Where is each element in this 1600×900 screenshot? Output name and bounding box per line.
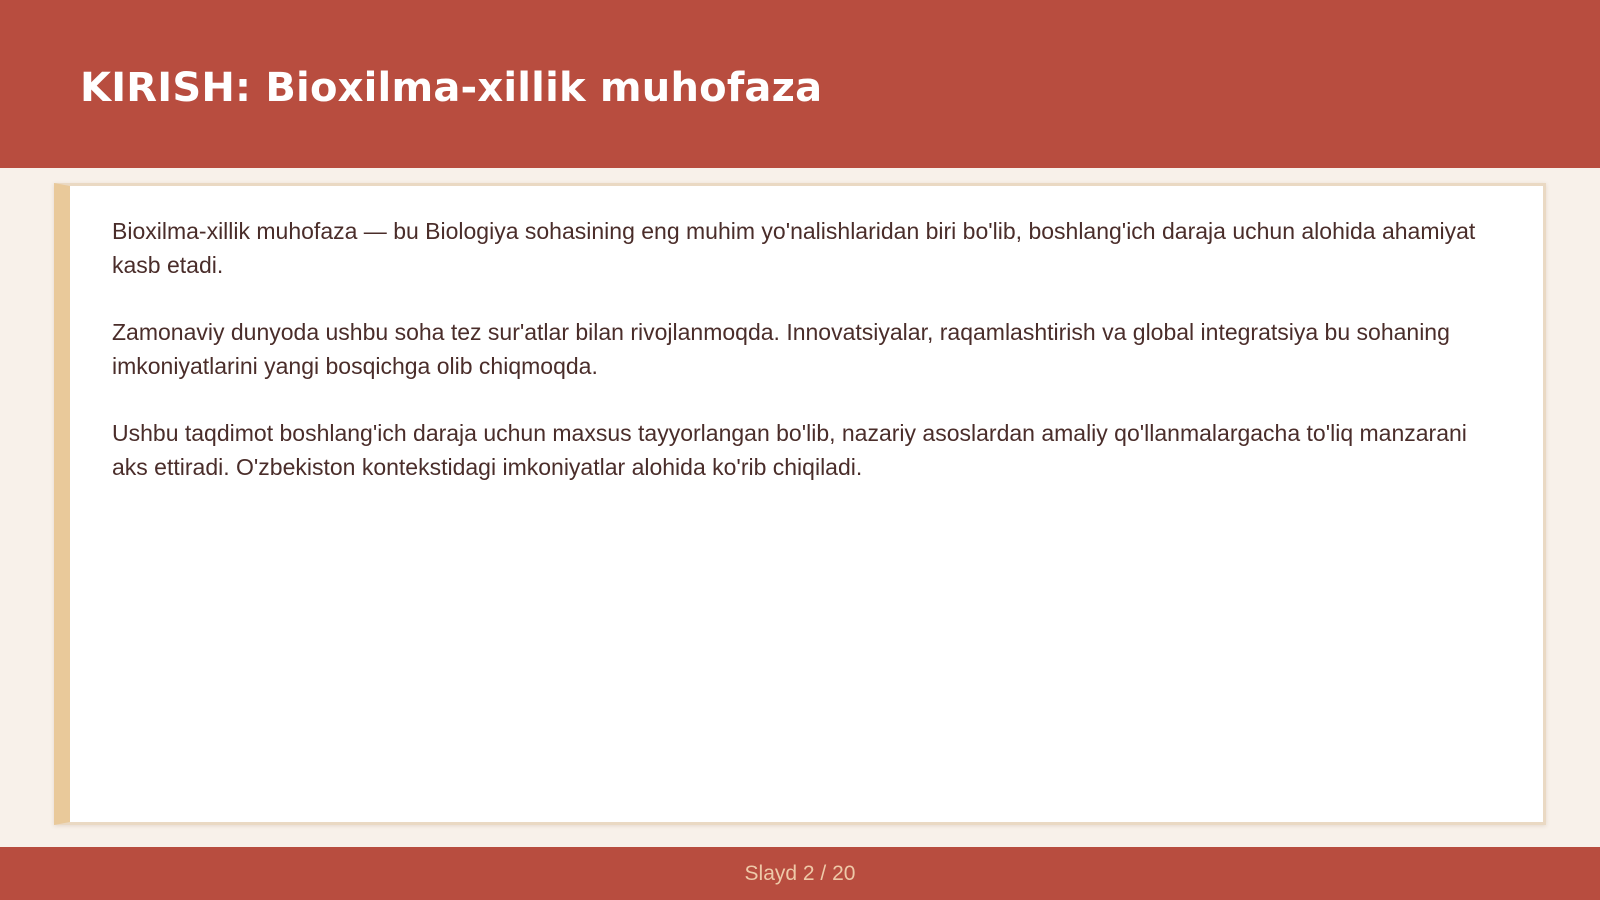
slide-footer [0, 847, 1600, 900]
body-paragraph-3: Ushbu taqdimot boshlang'ich daraja uchun maxsus tayyorlangan bo'lib, nazariy asoslardan amaliy qo'llanmalargacha to'liq manzarani aks ettiradi. O'zbekiston kontekstidagi imkoniyatlar alohida ko'rib chiqiladi. [112, 420, 1467, 480]
body-paragraph-1: Bioxilma-xillik muhofaza — bu Biologiya sohasining eng muhim yo'nalishlaridan biri bo'lib, boshlang'ich daraja uchun alohida ahamiyat kasb etadi. [112, 218, 1476, 278]
slide-title: KIRISH: Bioxilma-xillik muhofaza [80, 65, 823, 111]
slide-body [112, 214, 1492, 517]
slide-header [0, 0, 1600, 168]
slide-number: Slayd 2 / 20 [744, 862, 856, 885]
body-paragraph-2: Zamonaviy dunyoda ushbu soha tez sur'atlar bilan rivojlanmoqda. Innovatsiyalar, raqamlashtirish va global integratsiya bu sohaning imkoniyatlarini yangi bosqichga olib chiqmoqda. [112, 319, 1450, 379]
